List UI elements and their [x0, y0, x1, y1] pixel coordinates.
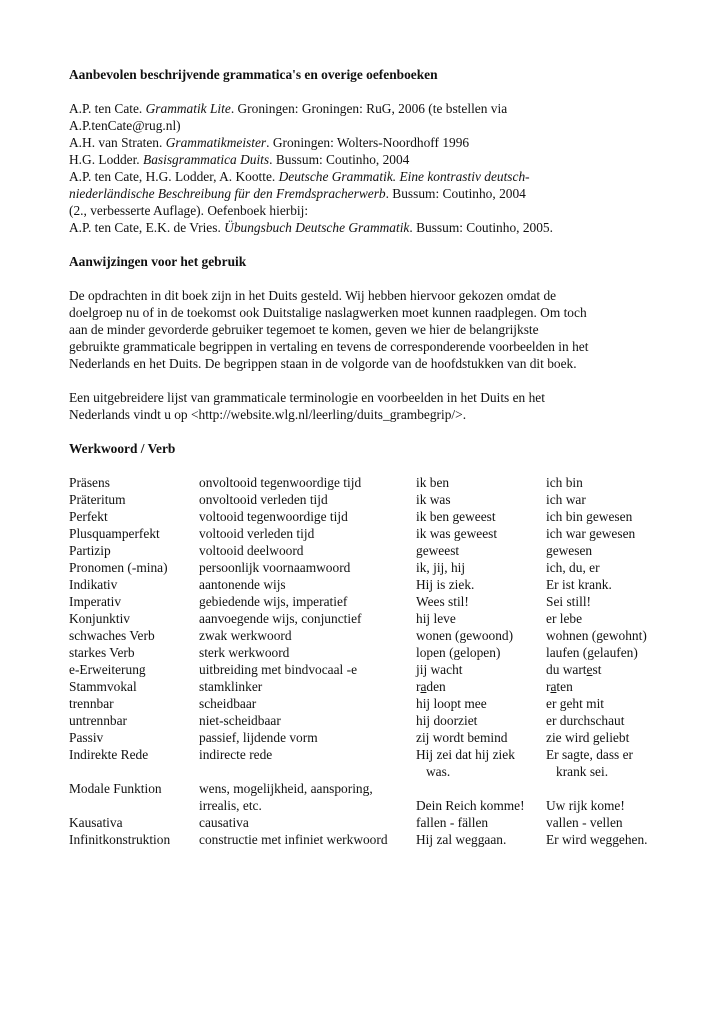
document-page — [69, 66, 669, 848]
example-german: Er ist krank. — [546, 577, 612, 592]
term-german: Präsens — [69, 475, 110, 490]
example-german: gewesen — [546, 543, 593, 558]
example-dutch: ik was — [416, 492, 451, 507]
table-row — [69, 525, 669, 542]
example-german: er lebe — [546, 611, 583, 626]
example-dutch: ik, jij, hij — [416, 560, 466, 575]
ref-title: Basisgrammatica Duits — [143, 152, 270, 167]
example-dutch — [416, 678, 546, 695]
term-dutch: sterk werkwoord — [199, 645, 290, 660]
ref-author: A.P. ten Cate, E.K. de Vries. — [69, 220, 225, 235]
example-dutch: jij wacht — [416, 662, 463, 677]
underlined-letter: a — [550, 679, 557, 694]
heading-recommended-grammars: Aanbevolen beschrijvende grammatica's en overige oefenboeken — [69, 67, 438, 82]
example-german — [546, 780, 669, 797]
term-german: Kausativa — [69, 815, 123, 830]
example-dutch: hij leve — [416, 611, 456, 626]
text-part: den — [426, 679, 446, 694]
example-dutch: hij loopt mee — [416, 696, 487, 711]
example-german: krank sei. — [556, 764, 609, 779]
table-row — [69, 644, 669, 661]
instructions-line: De opdrachten in dit boek zijn in het Duits gesteld. Wij hebben hiervoor gekozen omdat de — [69, 288, 557, 303]
reference-3 — [69, 151, 669, 168]
ref-title: Grammatikmeister — [165, 135, 267, 150]
ref-publisher: . Groningen: Wolters-Noordhoff 1996 — [266, 135, 470, 150]
example-dutch: wonen (gewoond) — [416, 628, 514, 643]
text-part: r — [546, 679, 551, 694]
example-german — [546, 661, 669, 678]
example-dutch: hij doorziet — [416, 713, 478, 728]
example-dutch: zij wordt bemind — [416, 730, 508, 745]
table-row — [69, 474, 669, 491]
ref-publisher: . Groningen: Groningen: RuG, 2006 (te bstellen via — [230, 101, 508, 116]
term-dutch: onvoltooid tegenwoordige tijd — [199, 475, 362, 490]
ref-author: A.H. van Straten. — [69, 135, 166, 150]
example-dutch: geweest — [416, 543, 460, 558]
table-row — [69, 627, 669, 644]
term-dutch: onvoltooid verleden tijd — [199, 492, 328, 507]
ref-author: H.G. Lodder. — [69, 152, 144, 167]
example-dutch: was. — [426, 764, 451, 779]
term-dutch: voltooid deelwoord — [199, 543, 304, 558]
text-part: ten — [556, 679, 573, 694]
example-german: ich bin gewesen — [546, 509, 633, 524]
example-german: ich, du, er — [546, 560, 600, 575]
example-dutch: fallen - fällen — [416, 815, 489, 830]
term-german: Indikativ — [69, 577, 118, 592]
term-dutch: voltooid verleden tijd — [199, 526, 315, 541]
term-german: Infinitkonstruktion — [69, 832, 171, 847]
example-dutch: ik was geweest — [416, 526, 498, 541]
term-german: e-Erweiterung — [69, 662, 146, 677]
table-row — [69, 712, 669, 729]
example-dutch — [416, 780, 546, 797]
term-german — [69, 763, 199, 780]
table-row — [69, 542, 669, 559]
example-german: Sei still! — [546, 594, 592, 609]
term-german: starkes Verb — [69, 645, 135, 660]
table-row — [69, 729, 669, 746]
ref-publisher: . Bussum: Coutinho, 2004 — [269, 152, 410, 167]
ref-publisher: . Bussum: Coutinho, 2004 — [385, 186, 526, 201]
term-dutch — [199, 763, 416, 780]
term-german: untrennbar — [69, 713, 128, 728]
heading-verb: Werkwoord / Verb — [69, 441, 176, 456]
table-row — [69, 831, 669, 848]
example-german: ich war — [546, 492, 586, 507]
table-row — [69, 797, 669, 814]
example-german: vallen - vellen — [546, 815, 623, 830]
example-german: er durchschaut — [546, 713, 625, 728]
example-dutch: Hij zal weggaan. — [416, 832, 507, 847]
instructions-line: Nederlands en het Duits. De begrippen staan in de volgorde van de hoofdstukken van dit boek. — [69, 356, 577, 371]
reference-1-email: A.P.tenCate@rug.nl) — [69, 118, 181, 133]
ref-title: Deutsche Grammatik. Eine kontrastiv deutsch- — [278, 169, 530, 184]
example-dutch: Dein Reich komme! — [416, 798, 525, 813]
table-row — [69, 695, 669, 712]
term-dutch: persoonlijk voornaamwoord — [199, 560, 351, 575]
reference-1 — [69, 100, 669, 117]
table-row — [69, 491, 669, 508]
ref-title-cont: niederländische Beschreibung für den Fremdspracherwerb — [69, 186, 386, 201]
term-german: Partizip — [69, 543, 111, 558]
example-german: ich war gewesen — [546, 526, 636, 541]
example-german: Er wird weggehen. — [546, 832, 648, 847]
term-dutch: wens, mogelijkheid, aansporing, — [199, 781, 373, 796]
example-dutch: ik ben — [416, 475, 450, 490]
underlined-letter: a — [420, 679, 427, 694]
term-dutch: zwak werkwoord — [199, 628, 292, 643]
table-row — [69, 763, 669, 780]
reference-2 — [69, 134, 669, 151]
terminology-line: Een uitgebreidere lijst van grammaticale terminologie en voorbeelden in het Duits en het — [69, 390, 545, 405]
term-german: Indirekte Rede — [69, 747, 149, 762]
instructions-line: aan de minder gevorderde gebruiker tegemoet te komen, geven we hier de belangrijkste — [69, 322, 539, 337]
term-dutch: aantonende wijs — [199, 577, 286, 592]
underlined-letter: e — [586, 662, 593, 677]
table-row — [69, 576, 669, 593]
example-german: Er sagte, dass er — [546, 747, 634, 762]
table-row — [69, 508, 669, 525]
table-row — [69, 559, 669, 576]
example-dutch: Hij zei dat hij ziek — [416, 747, 515, 762]
instructions-line: doelgroep nu of in de toekomst ook Duitstalige naslagwerken moet kunnen raadplegen. Om toch — [69, 305, 587, 320]
ref-title: Grammatik Lite — [145, 101, 231, 116]
table-row — [69, 746, 669, 763]
example-german: wohnen (gewohnt) — [546, 628, 647, 643]
text-part: du wart — [546, 662, 587, 677]
term-german — [69, 797, 199, 814]
reference-4-cont — [69, 185, 669, 202]
term-german: Stammvokal — [69, 679, 137, 694]
reference-4 — [69, 168, 669, 185]
term-german: Pronomen (-mina) — [69, 560, 168, 575]
table-row — [69, 780, 669, 797]
example-german: er geht mit — [546, 696, 605, 711]
example-dutch: Wees stil! — [416, 594, 469, 609]
table-row — [69, 678, 669, 695]
example-dutch: ik ben geweest — [416, 509, 496, 524]
ref-author: A.P. ten Cate. — [69, 101, 146, 116]
term-dutch: passief, lijdende vorm — [199, 730, 318, 745]
term-german: Konjunktiv — [69, 611, 131, 626]
term-dutch: stamklinker — [199, 679, 263, 694]
example-dutch: lopen (gelopen) — [416, 645, 501, 660]
reference-4-edition: (2., verbesserte Auflage). Oefenboek hierbij: — [69, 203, 309, 218]
example-german: ich bin — [546, 475, 583, 490]
term-german: Modale Funktion — [69, 781, 162, 796]
text-part: st — [592, 662, 602, 677]
ref-title: Übungsbuch Deutsche Grammatik — [224, 220, 410, 235]
terminology-link-line: Nederlands vindt u op <http://website.wlg.nl/leerling/duits_grambegrip/>. — [69, 407, 467, 422]
reference-5 — [69, 219, 669, 236]
heading-usage-instructions: Aanwijzingen voor het gebruik — [69, 254, 247, 269]
term-german: Imperativ — [69, 594, 122, 609]
term-german: trennbar — [69, 696, 114, 711]
example-german: zie wird geliebt — [546, 730, 630, 745]
term-dutch: niet-scheidbaar — [199, 713, 281, 728]
term-dutch: irrealis, etc. — [199, 798, 262, 813]
term-german: Perfekt — [69, 509, 108, 524]
term-german: Präteritum — [69, 492, 126, 507]
term-dutch: constructie met infiniet werkwoord — [199, 832, 388, 847]
ref-author: A.P. ten Cate, H.G. Lodder, A. Kootte. — [69, 169, 279, 184]
term-german: schwaches Verb — [69, 628, 155, 643]
term-german: Passiv — [69, 730, 104, 745]
example-german: laufen (gelaufen) — [546, 645, 638, 660]
example-german: Uw rijk kome! — [546, 798, 625, 813]
table-row — [69, 661, 669, 678]
term-dutch: scheidbaar — [199, 696, 257, 711]
term-dutch: aanvoegende wijs, conjunctief — [199, 611, 362, 626]
term-german: Plusquamperfekt — [69, 526, 160, 541]
text-part: r — [416, 679, 421, 694]
terminology-table — [69, 474, 669, 848]
instructions-line: gebruikte grammaticale begrippen in vertaling en tevens de corresponderende voorbeelden in het — [69, 339, 589, 354]
term-dutch: causativa — [199, 815, 249, 830]
term-dutch: gebiedende wijs, imperatief — [199, 594, 348, 609]
term-dutch: voltooid tegenwoordige tijd — [199, 509, 348, 524]
ref-publisher: . Bussum: Coutinho, 2005. — [409, 220, 553, 235]
table-row — [69, 610, 669, 627]
example-german — [546, 678, 669, 695]
term-dutch: uitbreiding met bindvocaal -e — [199, 662, 358, 677]
table-row — [69, 593, 669, 610]
term-dutch: indirecte rede — [199, 747, 273, 762]
example-dutch: Hij is ziek. — [416, 577, 475, 592]
table-row — [69, 814, 669, 831]
